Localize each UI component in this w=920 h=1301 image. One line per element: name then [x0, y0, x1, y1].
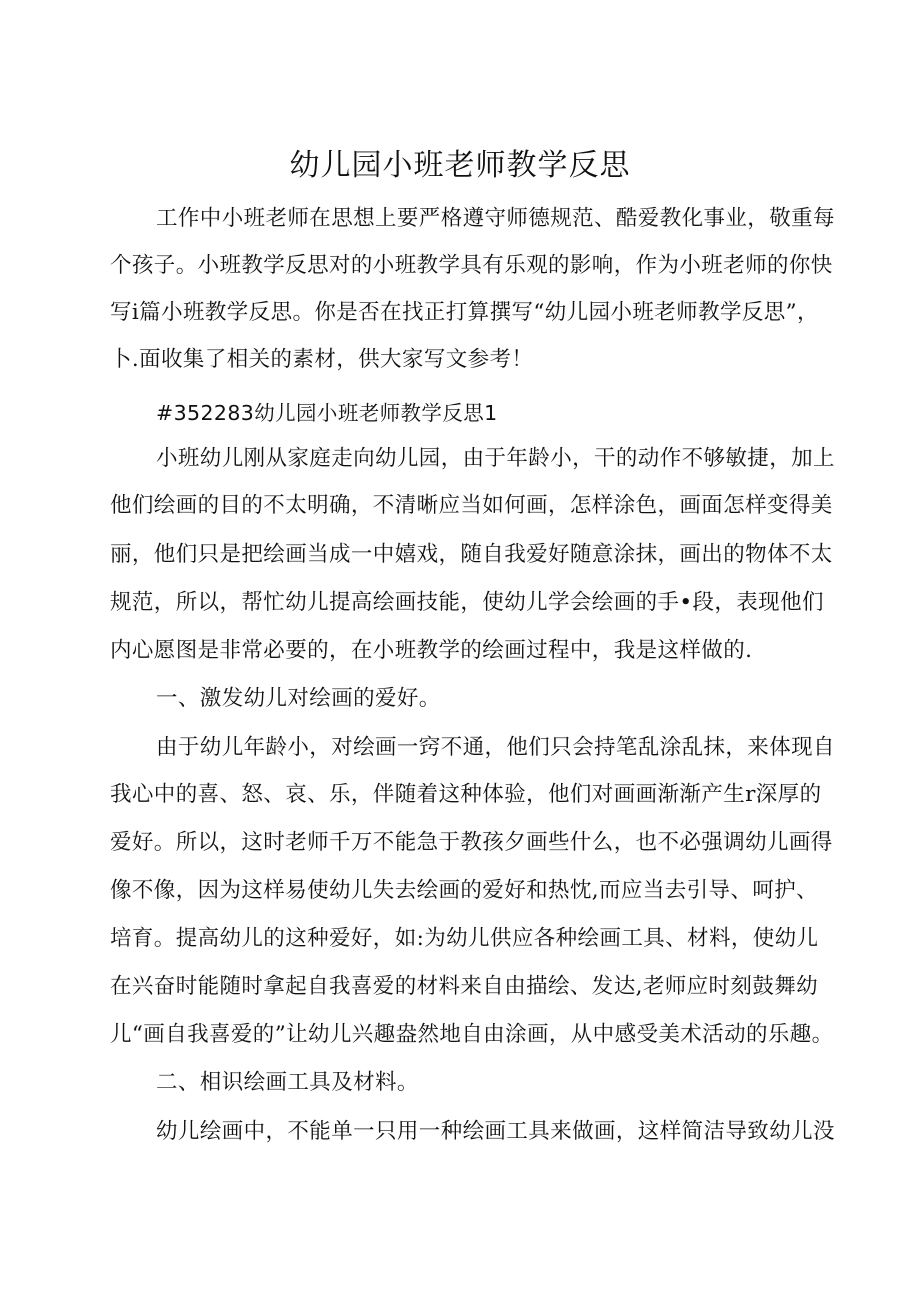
- paragraph-line: 规范，所以，帮忙幼儿提高绘画技能，使幼儿学会绘画的手•段，表现他们: [110, 590, 824, 615]
- paragraph-line: 在兴奋时能随时拿起自我喜爱的材料来自由描绘、发达,老师应时刻鼓舞幼: [110, 974, 819, 999]
- paragraph-line: 像不像，因为这样易使幼儿失去绘画的爱好和热忱,而应当去引导、呵护、: [110, 878, 819, 903]
- paragraph-line: 卜.面收集了相关的素材，供大家写文参考！: [110, 347, 534, 372]
- paragraph-line: 我心中的喜、怒、哀、乐，伴随着这种体验，他们对画画渐渐产生r深厚的: [110, 782, 822, 807]
- section-heading: 一、激发幼儿对绘画的爱好。: [156, 686, 441, 711]
- section-heading: 二、相识绘画工具及材料。: [156, 1070, 419, 1095]
- paragraph-line: 爱好。所以，这时老师千万不能急于教孩夕画些什么，也不必强调幼儿画得: [110, 830, 833, 855]
- paragraph-line: 写i篇小班教学反思。你是否在找正打算撰写“幼儿园小班老师教学反思”，: [110, 300, 819, 325]
- document-title: 幼儿园小班老师教学反思: [289, 148, 631, 183]
- paragraph-line: 内心愿图是非常必要的，在小班教学的绘画过程中，我是这样做的.: [110, 638, 753, 663]
- section-heading: #352283幼儿园小班老师教学反思1: [156, 401, 498, 425]
- paragraph-line: 个孩子。小班教学反思对的小班教学具有乐观的影响，作为小班老师的你快: [110, 253, 833, 278]
- paragraph-line: 他们绘画的目的不太明确，不清晰应当如何画，怎样涂色，画面怎样变得美: [110, 493, 833, 518]
- paragraph-line: 由于幼儿年龄小，对绘画一窍不通，他们只会持笔乱涂乱抹，来体现自: [156, 735, 835, 760]
- paragraph-line: 幼儿绘画中，不能单一只用一种绘画工具来做画，这样简洁导致幼儿没: [156, 1119, 835, 1144]
- paragraph-line: 丽，他们只是把绘画当成一中嬉戏，随自我爱好随意涂抹，画出的物体不太: [110, 542, 833, 567]
- paragraph-line: 小班幼儿刚从家庭走向幼儿园，由于年龄小，干的动作不够敏捷，加上: [156, 446, 835, 471]
- paragraph-line: 培育。提高幼儿的这种爱好，如:为幼儿供应各种绘画工具、材料，使幼儿: [110, 926, 819, 951]
- paragraph-line: 工作中小班老师在思想上要严格遵守师德规范、酷爱教化事业，敬重每: [156, 206, 835, 231]
- paragraph-line: 儿“画自我喜爱的”让幼儿兴趣盎然地自由涂画，从中感受美术活动的乐趣。: [110, 1022, 834, 1047]
